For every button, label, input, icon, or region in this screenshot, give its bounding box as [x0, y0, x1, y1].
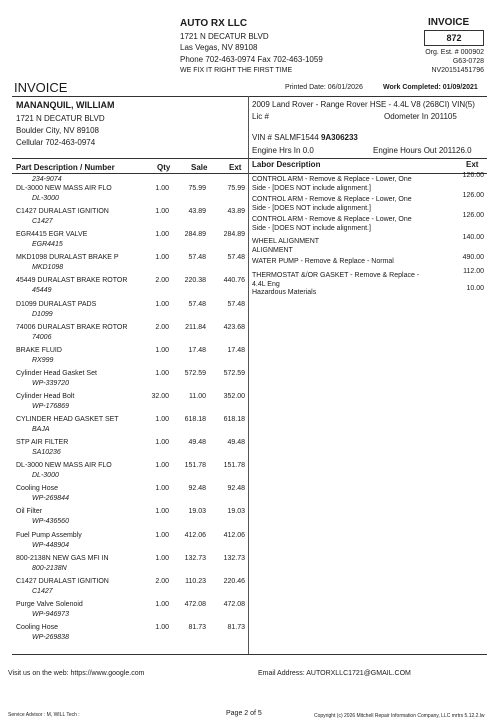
customer-address-2: Boulder City, NV 89108: [16, 126, 100, 135]
labor-description: THERMOSTAT &/OR GASKET - Remove & Replace -: [252, 272, 420, 279]
part-sale: 92.48: [188, 485, 206, 492]
part-qty: 1.00: [155, 347, 169, 354]
labor-description: Hazardous Materials: [252, 289, 317, 296]
part-qty: 1.00: [155, 555, 169, 562]
labor-description: CONTROL ARM - Remove & Replace - Lower, One: [252, 216, 412, 223]
part-ext: 132.73: [223, 555, 245, 562]
parts-header-desc: Part Description / Number: [16, 163, 115, 172]
part-description: BRAKE FLUID: [16, 347, 62, 354]
labor-description: WHEEL ALIGNMENT: [252, 238, 320, 245]
part-sale: 43.89: [188, 208, 206, 215]
part-qty: 1.00: [155, 208, 169, 215]
labor-ext: 490.00: [462, 254, 484, 261]
part-description: Fuel Pump Assembly: [16, 532, 82, 539]
part-qty: 1.00: [155, 624, 169, 631]
part-ext: 572.59: [223, 370, 245, 377]
footer-copyright: Copyright (c) 2026 Mitchell Repair Information Company, LLC mrtrs 5.12.2.lw: [314, 713, 485, 719]
footer-page: Page 2 of 5: [226, 710, 262, 717]
part-description: 74006 DURALAST BRAKE ROTOR: [16, 324, 128, 331]
part-sale: 132.73: [184, 555, 206, 562]
part-number: BAJA: [32, 426, 50, 433]
part-ext: 423.68: [223, 324, 245, 331]
shop-slogan: WE FIX IT RIGHT THE FIRST TIME: [180, 67, 293, 74]
part-qty: 32.00: [151, 393, 169, 400]
part-ext: 412.06: [223, 532, 245, 539]
part-description: MKD1098 DURALAST BRAKE P: [16, 254, 119, 261]
part-ext: 220.46: [223, 578, 245, 585]
part-description: Oil Filter: [16, 508, 43, 515]
part-ext: 57.48: [227, 254, 245, 261]
part-sale: 572.59: [184, 370, 206, 377]
part-sale: 412.06: [184, 532, 206, 539]
part-ext: 472.08: [223, 601, 245, 608]
part-number: WP-269838: [32, 634, 69, 641]
part-qty: 1.00: [155, 532, 169, 539]
part-qty: 1.00: [155, 301, 169, 308]
labor-ext: 126.00: [462, 192, 484, 199]
part-sale: 57.48: [188, 301, 206, 308]
part-qty: 1.00: [155, 185, 169, 192]
part-sale: 151.78: [184, 462, 206, 469]
part-description: 45449 DURALAST BRAKE ROTOR: [16, 277, 128, 284]
part-ext: 57.48: [227, 301, 245, 308]
parts-header-ext: Ext: [229, 163, 242, 172]
part-description: STP AIR FILTER: [16, 439, 69, 446]
invoice-box-title: INVOICE: [428, 17, 470, 28]
part-sale: 110.23: [185, 578, 206, 585]
vehicle-lic: Lic #: [252, 112, 269, 121]
labor-header-ext: Ext: [466, 160, 479, 169]
part-ext: 440.76: [223, 277, 245, 284]
part-qty: 2.00: [155, 277, 169, 284]
parts-header-sale: Sale: [191, 163, 208, 172]
part-qty: 1.00: [155, 254, 169, 261]
part-number: C1427: [32, 588, 53, 595]
part-number: WP-436560: [32, 518, 69, 525]
part-qty: 1.00: [155, 370, 169, 377]
part-qty: 1.00: [155, 231, 169, 238]
shop-address-2: Las Vegas, NV 89108: [180, 43, 258, 52]
part-description: DL-3000 NEW MASS AIR FLO: [16, 185, 112, 192]
page-title: INVOICE: [14, 80, 68, 95]
labor-ext: 126.00: [462, 172, 484, 179]
part-ext: 75.99: [227, 185, 245, 192]
part-number: DL-3000: [32, 472, 59, 479]
work-completed: Work Completed: 01/09/2021: [383, 84, 478, 91]
labor-description: WATER PUMP - Remove & Replace - Normal: [252, 258, 394, 265]
printed-date: Printed Date: 06/01/2026: [285, 84, 363, 91]
part-number: RX999: [32, 357, 54, 364]
part-number: D1099: [32, 311, 53, 318]
part-ext: 618.18: [223, 416, 245, 423]
part-sale: 75.99: [188, 185, 206, 192]
vehicle-vin: [252, 133, 358, 142]
part-description: Cooling Hose: [16, 624, 59, 631]
parts-header-qty: Qty: [157, 163, 171, 172]
part-qty: 1.00: [155, 439, 169, 446]
part-description: Cylinder Head Gasket Set: [16, 370, 97, 377]
part-sale: 618.18: [184, 416, 206, 423]
part-qty: 2.00: [155, 578, 169, 585]
part-sale: 211.84: [185, 324, 206, 331]
labor-ext: 10.00: [466, 285, 484, 292]
part-ext: 151.78: [223, 462, 245, 469]
part-sale: 49.48: [188, 439, 206, 446]
part-ext: 284.89: [223, 231, 245, 238]
engine-hours-out: Engine Hours Out 201126.0: [373, 146, 472, 155]
footer-email: Email Address: AUTORXLLC1721@GMAIL.COM: [258, 670, 411, 677]
part-description: 800-2138N NEW GAS MFI IN: [16, 555, 109, 562]
part-number: EGR4415: [32, 241, 63, 248]
part-number: 800-2138N: [32, 565, 67, 572]
shop-address-1: 1721 N DECATUR BLVD: [180, 32, 269, 41]
labor-description-detail: Side - [DOES NOT include alignment.]: [252, 205, 371, 212]
org-est-number: Org. Est. # 000902: [425, 49, 484, 56]
part-number: C1427: [32, 218, 53, 225]
vin-label: VIN # SALMF1544: [252, 133, 319, 142]
customer-name: MANANQUIL, WILLIAM: [16, 100, 115, 110]
part-description: Cylinder Head Bolt: [16, 393, 75, 400]
part-number: WP-269844: [32, 495, 69, 502]
odometer-in: Odometer In 201105: [384, 112, 457, 121]
part-qty: 1.00: [155, 508, 169, 515]
footer-website: Visit us on the web: https://www.google.com: [8, 670, 145, 677]
part-number: MKD1098: [32, 264, 64, 271]
part-sale: 472.08: [184, 601, 206, 608]
part-sale: 284.89: [184, 231, 206, 238]
labor-description-detail: Side - [DOES NOT include alignment.]: [252, 225, 371, 232]
vehicle-description: 2009 Land Rover - Range Rover HSE - 4.4L V8 (268CI) VIN(5): [252, 100, 475, 109]
part-sale: 81.73: [188, 624, 206, 631]
part-description: Cooling Hose: [16, 485, 59, 492]
part-ext: 49.48: [227, 439, 245, 446]
part-sale: 220.38: [184, 277, 206, 284]
part-sale: 11.00: [189, 393, 206, 400]
customer-phone: Cellular 702-463-0974: [16, 138, 96, 147]
part-number: WP-448904: [32, 542, 69, 549]
parts-top-number: 234-9074: [32, 176, 62, 183]
labor-description-detail: Side - [DOES NOT include alignment.]: [252, 185, 371, 192]
part-ext: 92.48: [227, 485, 245, 492]
part-qty: 1.00: [155, 462, 169, 469]
customer-address-1: 1721 N DECATUR BLVD: [16, 114, 105, 123]
vin-suffix: 9A306233: [320, 133, 358, 142]
labor-ext: 126.00: [462, 212, 484, 219]
part-number: WP-946973: [32, 611, 69, 618]
part-sale: 17.48: [188, 347, 206, 354]
shop-phone: Phone 702-463-0974 Fax 702-463-1059: [180, 55, 323, 64]
part-number: DL-3000: [32, 195, 59, 202]
part-ext: 352.00: [223, 393, 245, 400]
part-description: Purge Valve Solenoid: [16, 601, 83, 608]
part-qty: 1.00: [155, 416, 169, 423]
labor-description-detail: ALIGNMENT: [252, 247, 293, 254]
footer-service-advisor: Service Advisor : M, WILL Tech :: [8, 712, 80, 718]
labor-header-desc: Labor Description: [252, 160, 321, 169]
labor-ext: 112.00: [463, 268, 484, 275]
part-number: SA10236: [32, 449, 61, 456]
part-number: WP-339720: [32, 380, 69, 387]
part-qty: 1.00: [155, 601, 169, 608]
part-sale: 57.48: [188, 254, 206, 261]
invoice-code-2: NV20151451796: [431, 67, 484, 74]
part-sale: 19.03: [188, 508, 206, 515]
part-ext: 81.73: [227, 624, 245, 631]
shop-name: AUTO RX LLC: [180, 18, 248, 29]
labor-description: CONTROL ARM - Remove & Replace - Lower, One: [252, 196, 412, 203]
part-number: WP-176869: [32, 403, 69, 410]
engine-hrs-in: Engine Hrs In 0.0: [252, 146, 314, 155]
part-ext: 19.03: [227, 508, 245, 515]
part-description: DL-3000 NEW MASS AIR FLO: [16, 462, 112, 469]
part-qty: 2.00: [155, 324, 169, 331]
part-description: CYLINDER HEAD GASKET SET: [16, 416, 119, 423]
labor-ext: 140.00: [462, 234, 484, 241]
part-number: 74006: [32, 334, 52, 341]
part-description: C1427 DURALAST IGNITION: [16, 208, 109, 215]
part-description: EGR4415 EGR VALVE: [16, 231, 88, 238]
invoice-code-1: G63-0728: [452, 58, 484, 65]
part-ext: 17.48: [227, 347, 245, 354]
invoice-number: 872: [424, 30, 484, 46]
part-number: 45449: [32, 287, 52, 294]
part-description: C1427 DURALAST IGNITION: [16, 578, 109, 585]
labor-description-detail: 4.4L Eng: [252, 281, 280, 288]
part-description: D1099 DURALAST PADS: [16, 301, 97, 308]
part-qty: 1.00: [155, 485, 169, 492]
part-ext: 43.89: [227, 208, 245, 215]
labor-description: CONTROL ARM - Remove & Replace - Lower, One: [252, 176, 412, 183]
